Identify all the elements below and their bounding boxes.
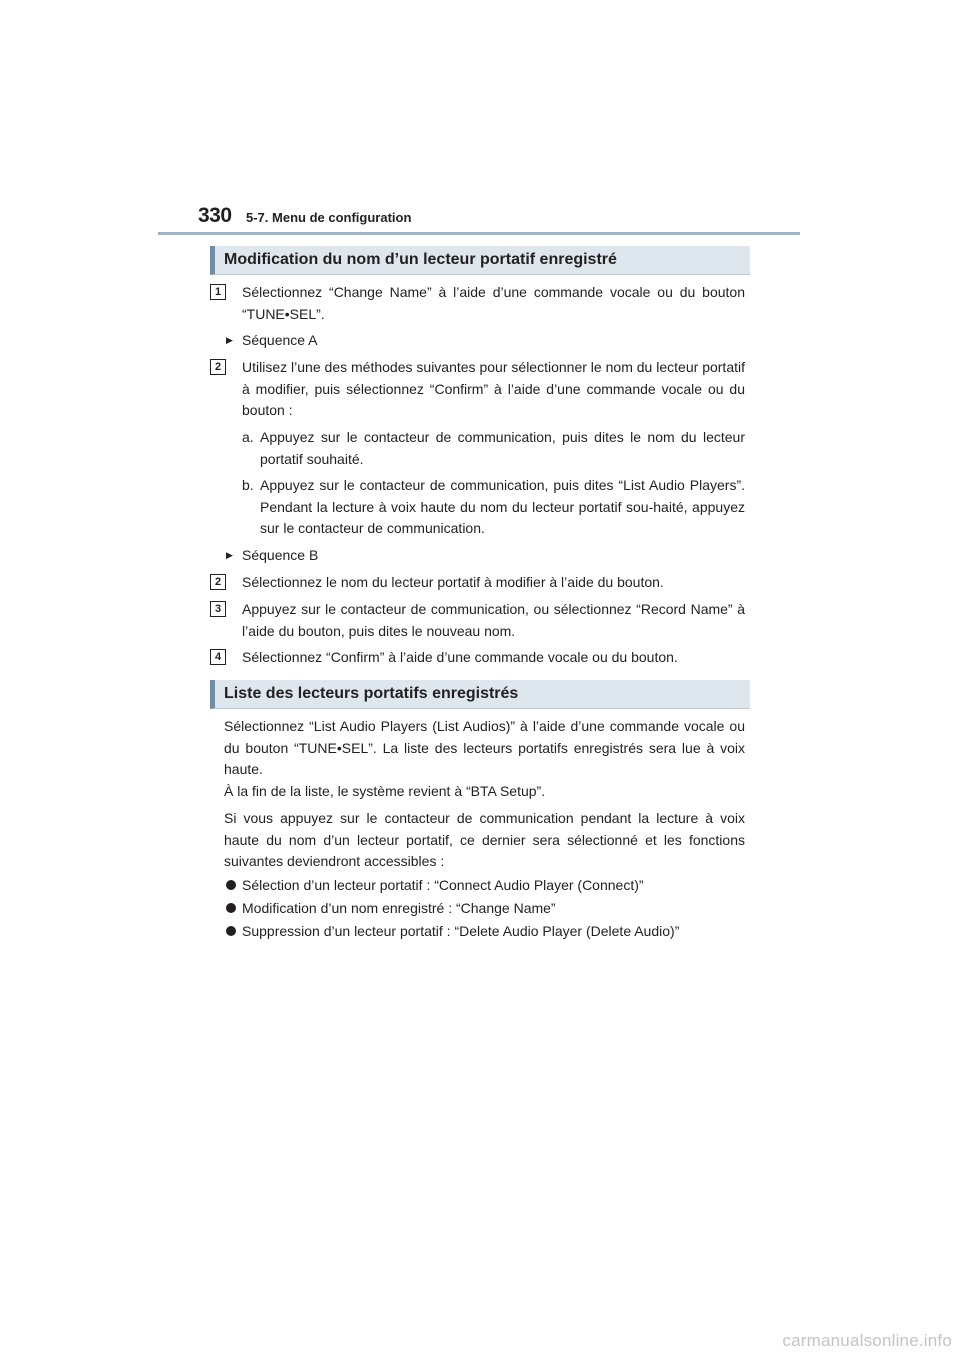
paragraph-line: À la fin de la liste, le système revient à “BTA Setup”. (224, 782, 546, 799)
step-text: Appuyez sur le contacteur de communication, ou sélectionnez “Record Name” à l’aide du bouton, puis dites le nouveau nom. (242, 601, 745, 639)
step-number-box: 4 (210, 649, 226, 665)
sub-item-text: Appuyez sur le contacteur de communication, puis dites “List Audio Players”. Pendant la lecture à voix haute du nom du lecteur portatif sou-haité, appuyez sur le contacteur de communication. (260, 477, 745, 536)
triangle-right-icon: ▶ (226, 335, 233, 345)
bullet-dot-icon (226, 880, 236, 890)
triangle-right-icon: ▶ (226, 550, 233, 560)
step-text: Sélectionnez le nom du lecteur portatif à modifier à l’aide du bouton. (242, 574, 664, 590)
step-text: Utilisez l’une des méthodes suivantes pour sélectionner le nom du lecteur portatif à modifier, puis sélectionnez “Confirm” à l’aide d’une commande vocale ou du bouton : (242, 359, 745, 418)
sequence-label-b (226, 545, 318, 567)
bullet-dot-icon (226, 926, 236, 936)
step-text: Sélectionnez “Confirm” à l’aide d’une commande vocale ou du bouton. (242, 649, 678, 665)
sub-item-letter: b. (242, 477, 254, 493)
bullet-text: Sélection d’un lecteur portatif : “Connect Audio Player (Connect)” (242, 877, 644, 893)
sub-item-letter: a. (242, 429, 254, 445)
sub-item-a (242, 427, 745, 470)
sequence-label: Séquence A (242, 332, 318, 348)
bullet-dot-icon (226, 903, 236, 913)
page-number: 330 (198, 204, 232, 227)
paragraph: Si vous appuyez sur le contacteur de communication pendant la lecture à voix haute du nom d’un lecteur portatif, ce dernier sera sélectionné et les fonctions suivantes deviendront accessibles : (224, 810, 745, 869)
step-number-box: 1 (210, 284, 226, 300)
header-rule (158, 232, 800, 235)
step-text: Sélectionnez “Change Name” à l’aide d’une commande vocale ou du bouton “TUNE•SEL”. (242, 284, 745, 322)
bullet-text: Suppression d’un lecteur portatif : “Delete Audio Player (Delete Audio)” (242, 923, 680, 939)
step-number-box: 3 (210, 601, 226, 617)
sequence-label: Séquence B (242, 547, 319, 563)
paragraph (224, 716, 745, 802)
chapter-title: 5-7. Menu de configuration (246, 210, 412, 225)
step-number-box: 2 (210, 574, 226, 590)
section-title: Modification du nom d’un lecteur portatif enregistré (224, 251, 617, 268)
section-header-list (210, 680, 750, 709)
sub-item-b (242, 475, 745, 540)
watermark: carmanualsonline.info (782, 1331, 952, 1350)
section-header-rename (210, 246, 750, 275)
section-title: Liste des lecteurs portatifs enregistrés (224, 685, 519, 702)
sequence-label-a (226, 330, 318, 352)
step-number-box: 2 (210, 359, 226, 375)
bullet-text: Modification d’un nom enregistré : “Change Name” (242, 900, 556, 916)
paragraph-line: Sélectionnez “List Audio Players (List Audios)” à l’aide d’une commande vocale ou du bouton “TUNE•SEL”. La liste des lecteurs portatifs enregistrés sera lue à voix haute. (224, 718, 745, 777)
sub-item-text: Appuyez sur le contacteur de communication, puis dites le nom du lecteur portatif souhaité. (260, 429, 745, 467)
